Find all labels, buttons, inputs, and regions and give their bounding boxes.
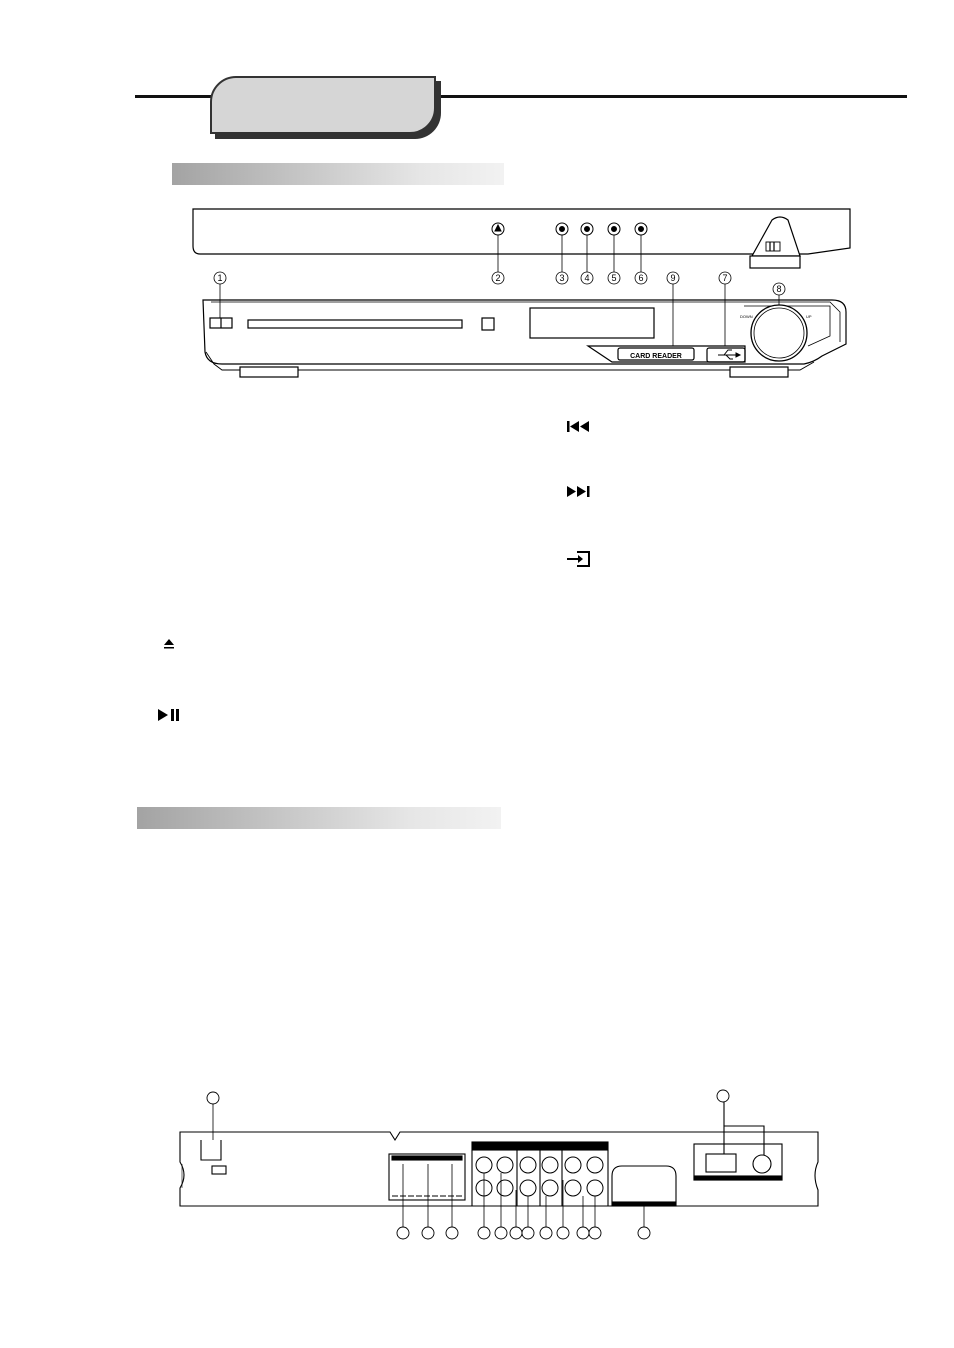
section-bar-rear — [137, 807, 501, 829]
callout-9: 9 — [670, 273, 676, 283]
knob-up-label: UP — [806, 314, 812, 319]
next-track-icon — [567, 485, 593, 499]
front-panel-diagram — [0, 0, 954, 400]
play-pause-icon — [158, 709, 182, 723]
prev-track-icon — [567, 420, 593, 434]
callout-7: 7 — [722, 273, 728, 283]
knob-down-label: DOWN — [740, 314, 753, 319]
rear-panel-diagram — [0, 1080, 954, 1250]
callout-6: 6 — [638, 273, 644, 283]
front-view — [203, 300, 846, 377]
eject-icon — [164, 638, 176, 650]
input-source-icon — [567, 551, 593, 567]
top-view — [193, 209, 850, 268]
top-buttons — [492, 223, 647, 235]
callout-2: 2 — [495, 273, 501, 283]
callout-4: 4 — [584, 273, 590, 283]
card-reader-label: CARD READER — [630, 353, 682, 360]
callout-1: 1 — [217, 273, 223, 283]
callout-3: 3 — [559, 273, 565, 283]
callout-5: 5 — [611, 273, 617, 283]
callout-8: 8 — [776, 284, 782, 294]
